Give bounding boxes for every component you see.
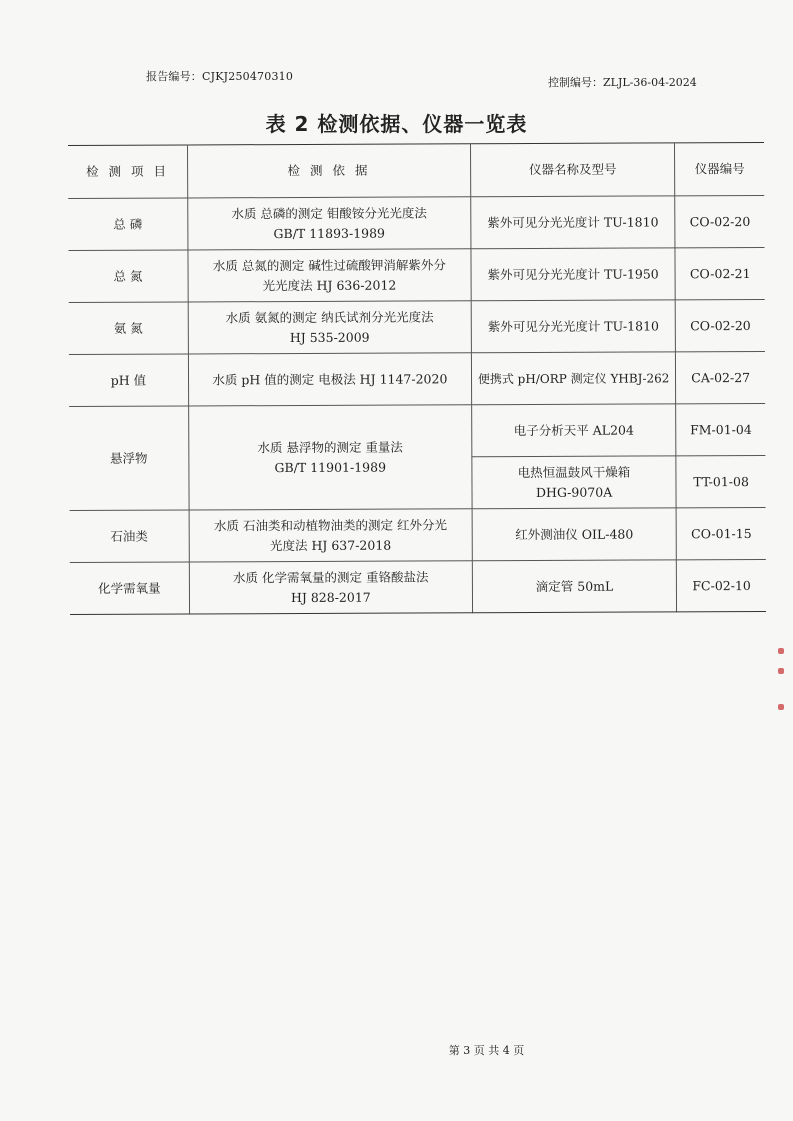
row-item: 总 磷 (68, 198, 188, 251)
row-instrument: 红外测油仪 OIL-480 (472, 508, 677, 561)
inspection-basis-table (68, 142, 766, 615)
row-instrument: 紫外可见分光光度计 TU-1810 (471, 300, 676, 353)
table-row (69, 299, 765, 354)
row-item: 氨 氮 (69, 302, 189, 355)
row-item: 石油类 (70, 510, 190, 563)
report-number: 报告编号：CJKJ250470310 (146, 70, 294, 83)
header-basis: 检 测 依 据 (187, 144, 470, 198)
basis-line: GB/T 11893-1989 (273, 225, 386, 241)
basis-line: 水质 总氮的测定 碱性过硫酸钾消解紫外分 (212, 256, 446, 273)
instrument-line: 电热恒温鼓风干燥箱 (517, 464, 631, 480)
row-basis: 水质 pH 值的测定 电极法 HJ 1147-2020 (188, 353, 471, 406)
basis-line: GB/T 11901-1989 (274, 459, 387, 475)
row-instrument-number: CO-01-15 (676, 507, 765, 559)
basis-line: 光光度法 HJ 636-2012 (262, 277, 397, 293)
row-item: pH 值 (69, 354, 189, 407)
seal-edge-mark (778, 704, 784, 710)
page-number: 第 3 页 共 4 页 (448, 1044, 525, 1057)
table-title: 表 2 检测依据、仪器一览表 (265, 112, 528, 136)
row-basis (188, 301, 471, 354)
basis-line: 水质 氨氮的测定 纳氏试剂分光光度法 (225, 308, 434, 325)
basis-line: 水质 化学需氧量的测定 重铬酸盐法 (232, 568, 429, 585)
row-basis (188, 405, 471, 510)
row-instrument: 滴定管 50mL (472, 560, 677, 613)
row-instrument-number: FM-01-04 (676, 403, 765, 455)
row-instrument-number: FC-02-10 (677, 559, 766, 611)
basis-line: HJ 535-2009 (289, 329, 370, 345)
row-basis (189, 561, 472, 614)
table-row (68, 247, 764, 302)
row-item: 悬浮物 (69, 406, 189, 511)
table-row (70, 559, 766, 614)
header-instrument: 仪器名称及型号 (470, 143, 675, 197)
row-instrument: 紫外可见分光光度计 TU-1810 (471, 196, 676, 249)
table-row (69, 351, 765, 406)
seal-edge-mark (778, 648, 784, 654)
row-instrument-number: CO-02-20 (675, 195, 764, 247)
basis-line: 水质 石油类和动植物油类的测定 红外分光 (214, 516, 448, 533)
row-instrument-number: CO-02-21 (675, 247, 764, 299)
row-instrument (472, 456, 677, 509)
instrument-line: DHG-9070A (535, 484, 613, 500)
basis-line: 水质 总磷的测定 钼酸铵分光光度法 (231, 204, 427, 221)
row-item: 总 氮 (68, 250, 188, 303)
row-instrument-number: CA-02-27 (676, 351, 765, 403)
basis-line: HJ 828-2017 (290, 589, 371, 605)
row-item: 化学需氧量 (70, 562, 190, 615)
row-basis (189, 509, 472, 562)
seal-edge-mark (778, 668, 784, 674)
basis-line: 水质 悬浮物的测定 重量法 (257, 439, 403, 455)
header-item: 检 测 项 目 (68, 145, 188, 199)
row-instrument: 电子分析天平 AL204 (472, 404, 677, 457)
header-instrument-number: 仪器编号 (675, 142, 764, 195)
row-basis (188, 249, 471, 302)
row-instrument: 便携式 pH/ORP 测定仪 YHBJ-262 (471, 352, 676, 405)
control-number: 控制编号：ZLJL-36-04-2024 (548, 76, 697, 89)
row-instrument-number: CO-02-20 (676, 299, 765, 351)
table-header-row (68, 142, 764, 198)
table-row (68, 195, 764, 250)
basis-line: 光度法 HJ 637-2018 (269, 537, 392, 553)
row-instrument: 紫外可见分光光度计 TU-1950 (471, 248, 676, 301)
table-row (69, 403, 765, 458)
row-basis (188, 197, 471, 250)
row-instrument-number: TT-01-08 (676, 455, 765, 507)
table-row (70, 507, 766, 562)
